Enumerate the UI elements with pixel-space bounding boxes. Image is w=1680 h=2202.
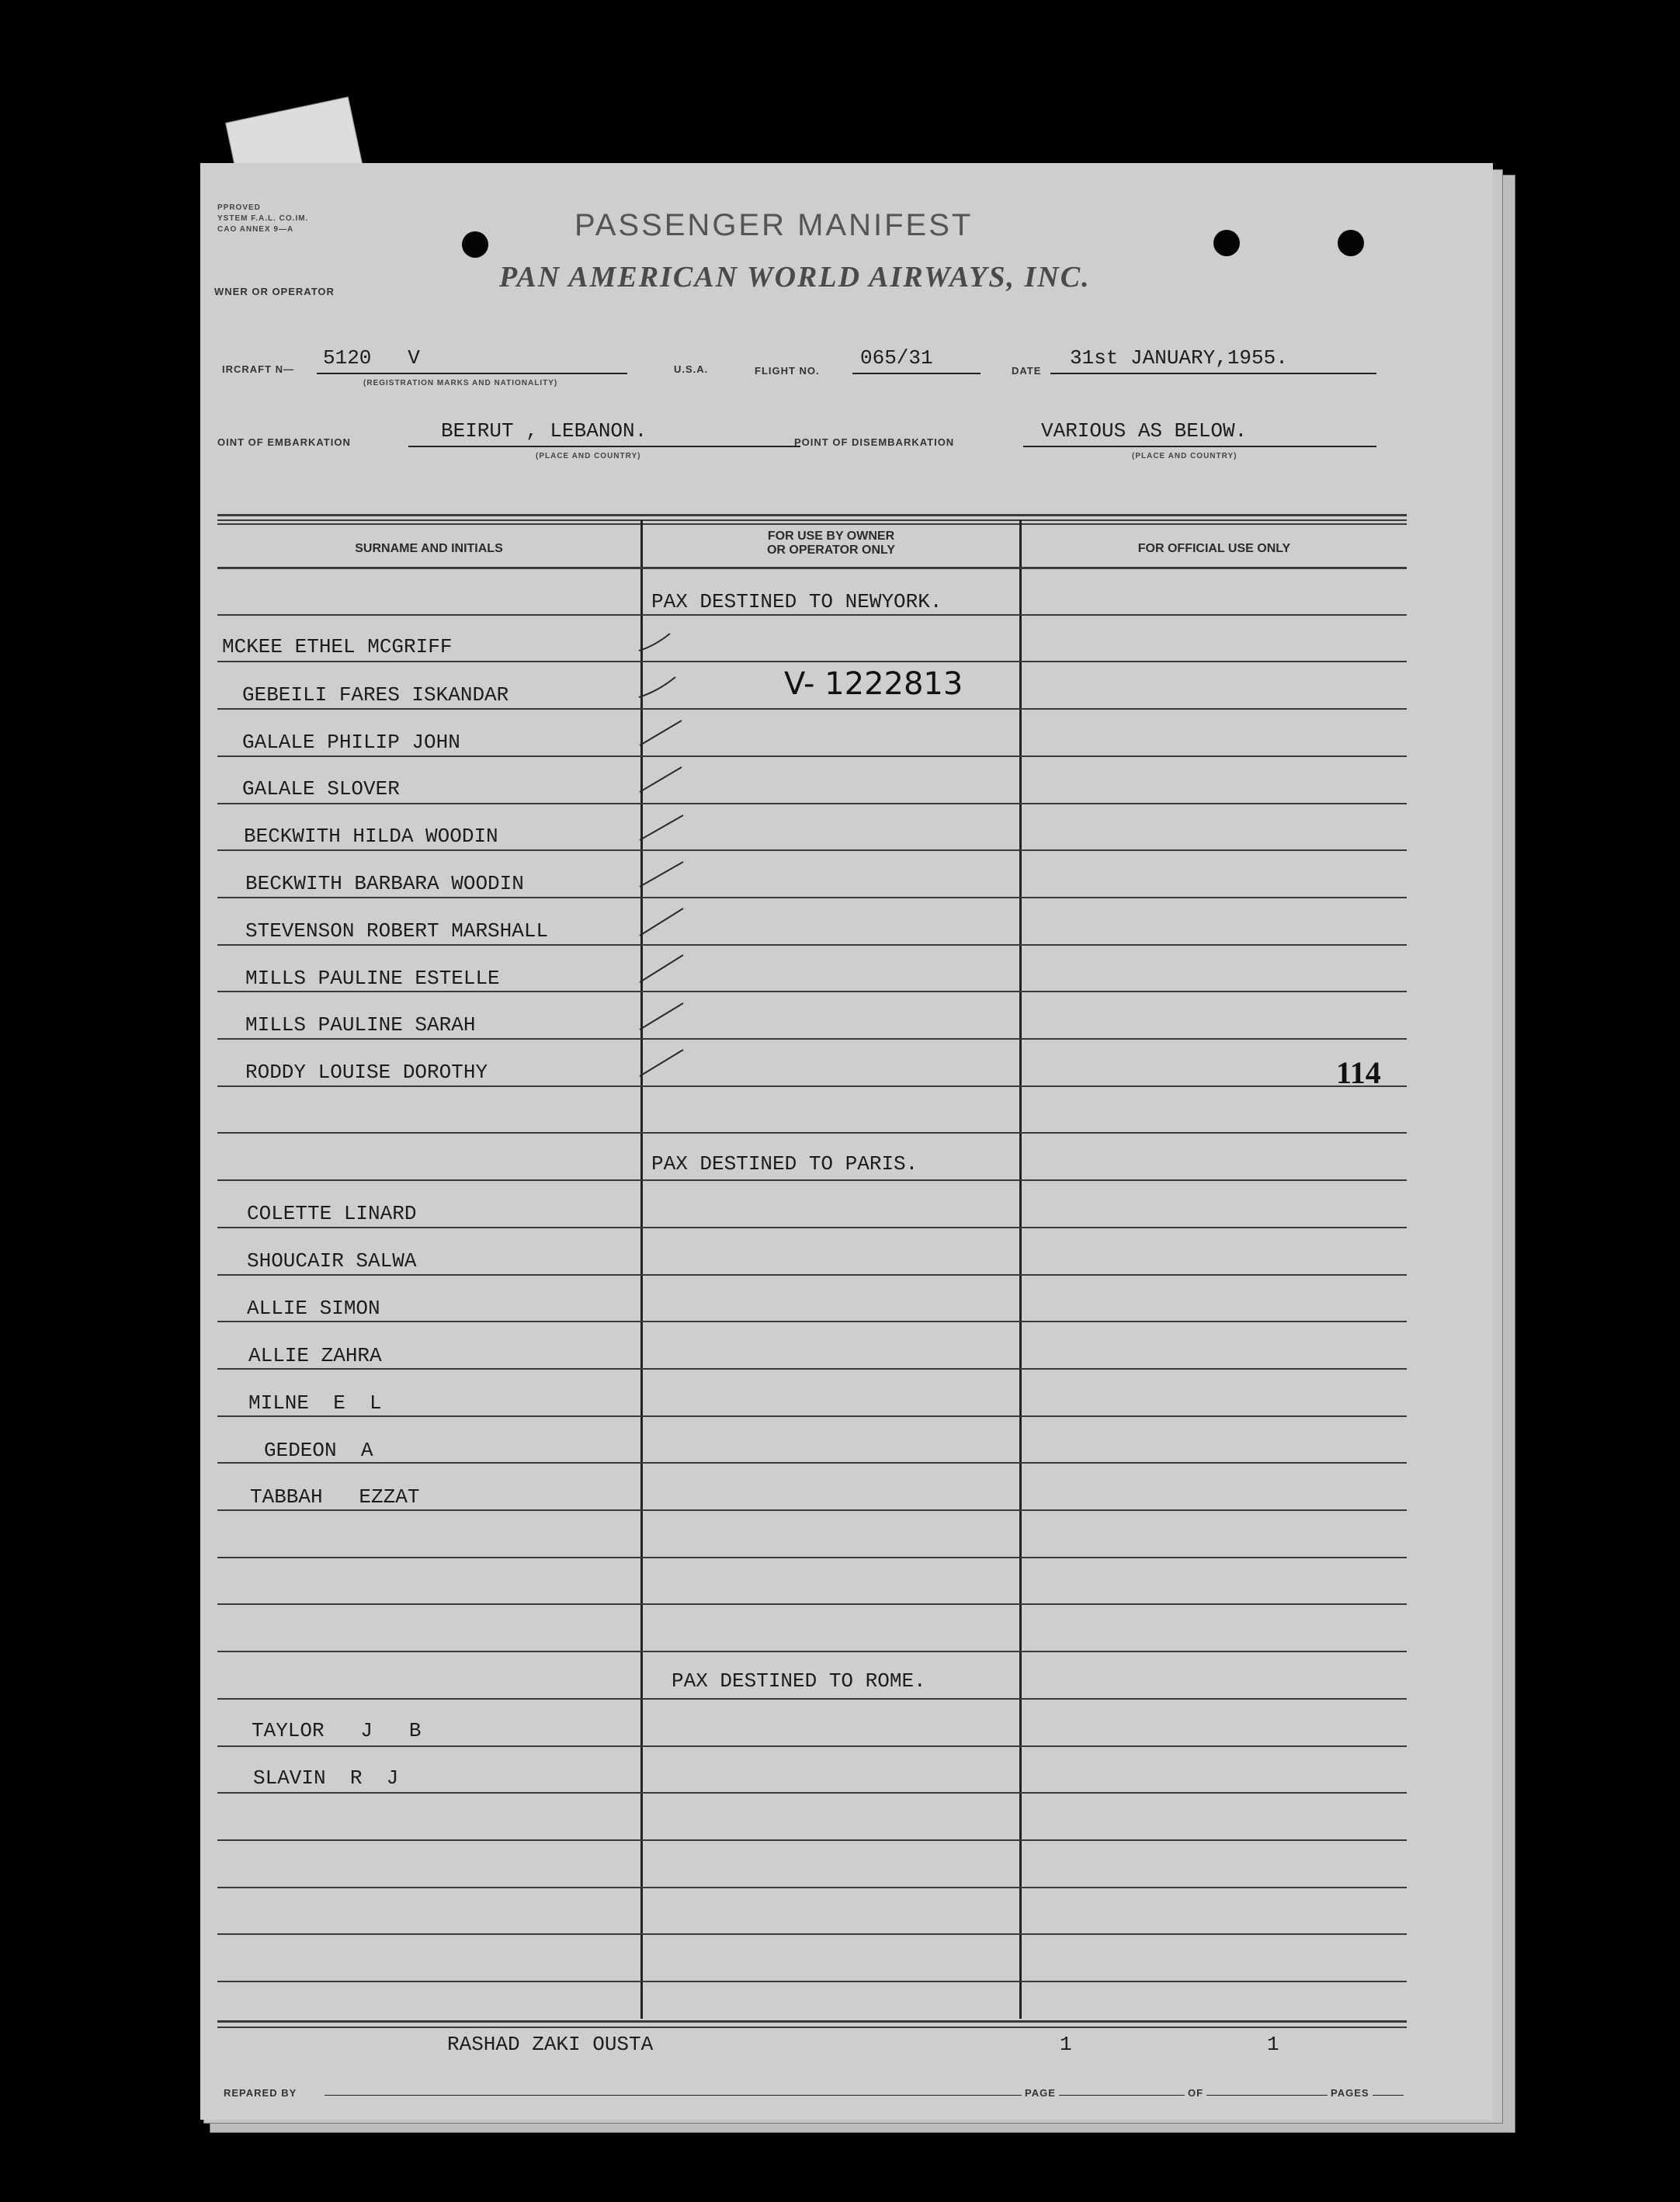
aircraft-underline: [317, 373, 627, 374]
table-rule-line: [217, 1038, 1407, 1040]
approved-note-line-3: CAO ANNEX 9—A: [217, 225, 294, 234]
table-rule-line: [217, 614, 1407, 616]
footer-rule-1: [217, 2020, 1407, 2023]
approved-note-line-1: PPROVED: [217, 203, 261, 212]
date-label: DATE: [1012, 365, 1042, 377]
check-marks: [635, 629, 728, 1095]
table-rule-line: [217, 897, 1407, 898]
check-mark-icon: [640, 815, 683, 840]
table-rule-line: [217, 1227, 1407, 1228]
section-heading-rome: PAX DESTINED TO ROME.: [672, 1669, 926, 1693]
check-mark-icon: [640, 862, 683, 887]
check-mark-icon: [640, 908, 683, 936]
column-header-owner: FOR USE BY OWNER OR OPERATOR ONLY: [766, 530, 896, 557]
aircraft-value: 5120 V: [323, 346, 420, 370]
table-rule-line: [217, 1603, 1407, 1605]
table-rule-line: [217, 1132, 1407, 1134]
table-rule-line: [217, 944, 1407, 946]
table-rule-line: [217, 991, 1407, 992]
usa-label: U.S.A.: [674, 363, 709, 375]
manifest-page: [200, 163, 1493, 2120]
passenger-name: SLAVIN R J: [253, 1766, 399, 1790]
section-heading-newyork: PAX DESTINED TO NEWYORK.: [651, 590, 942, 613]
check-mark-icon: [640, 955, 683, 982]
passenger-name: MCKEE ETHEL MCGRIFF: [222, 635, 453, 658]
passenger-name: SHOUCAIR SALWA: [247, 1249, 417, 1273]
flight-no-underline: [852, 373, 981, 374]
page-number-value: 1: [1060, 2033, 1072, 2056]
registration-caption: (REGISTRATION MARKS AND NATIONALITY): [363, 379, 558, 387]
form-title: PASSENGER MANIFEST: [574, 208, 974, 242]
passenger-name: GALALE PHILIP JOHN: [242, 731, 460, 754]
table-rule-line: [217, 1651, 1407, 1652]
table-rule-line: [217, 755, 1407, 757]
check-mark-icon: [639, 634, 670, 651]
table-rule-line: [217, 1698, 1407, 1700]
passenger-name: STEVENSON ROBERT MARSHALL: [245, 919, 549, 943]
aircraft-label: IRCRAFT N—: [222, 363, 295, 375]
flight-no-value: 065/31: [860, 346, 933, 370]
check-mark-icon: [640, 1003, 683, 1030]
passenger-name: ALLIE SIMON: [247, 1297, 380, 1320]
punch-hole-left: [462, 231, 488, 258]
table-rule-line: [217, 1557, 1407, 1558]
prepared-by-value: RASHAD ZAKI OUSTA: [447, 2033, 654, 2056]
disembarkation-value: VARIOUS AS BELOW.: [1041, 419, 1248, 443]
owner-operator-label: WNER OR OPERATOR: [214, 286, 335, 297]
punch-hole-right-1: [1213, 230, 1240, 256]
passenger-name: BECKWITH BARBARA WOODIN: [245, 872, 524, 895]
of-label: OF: [1185, 2087, 1206, 2099]
total-pages-value: 1: [1267, 2033, 1279, 2056]
flight-no-label: FLIGHT NO.: [755, 365, 820, 377]
table-rule-line: [217, 1321, 1407, 1322]
embarkation-caption: (PLACE AND COUNTRY): [536, 452, 641, 460]
passenger-name: MILLS PAULINE SARAH: [245, 1013, 476, 1037]
table-top-rule-3: [217, 523, 1407, 525]
airline-name: PAN AMERICAN WORLD AIRWAYS, INC.: [499, 261, 1091, 293]
table-rule-line: [217, 1509, 1407, 1511]
date-value: 31st JANUARY,1955.: [1070, 346, 1288, 370]
disembarkation-caption: (PLACE AND COUNTRY): [1132, 452, 1237, 460]
table-top-rule-1: [217, 514, 1407, 516]
table-rule-line: [217, 849, 1407, 851]
table-rule-line: [217, 1274, 1407, 1276]
table-top-rule-2: [217, 519, 1407, 521]
table-rule-line: [217, 1368, 1407, 1370]
check-mark-icon: [639, 677, 675, 697]
table-rule-line: [217, 567, 1407, 569]
approved-note-line-2: YSTEM F.A.L. CO.IM.: [217, 214, 309, 223]
column-divider-2: [1019, 520, 1022, 2019]
handwritten-ticket-number: V- 1222813: [784, 666, 963, 702]
date-underline: [1050, 373, 1376, 374]
stamp-number: 114: [1336, 1055, 1381, 1090]
passenger-name: TABBAH EZZAT: [250, 1485, 420, 1509]
passenger-name: GEDEON A: [264, 1439, 373, 1462]
embarkation-value: BEIRUT , LEBANON.: [441, 419, 647, 443]
passenger-name: BECKWITH HILDA WOODIN: [244, 825, 498, 848]
table-rule-line: [217, 1179, 1407, 1181]
passenger-name: ALLIE ZAHRA: [248, 1344, 382, 1367]
passenger-name: RODDY LOUISE DOROTHY: [245, 1061, 488, 1084]
table-rule-line: [217, 1462, 1407, 1464]
table-rule-line: [217, 661, 1407, 662]
check-mark-icon: [640, 767, 682, 792]
passenger-name: MILNE E L: [248, 1391, 382, 1415]
passenger-name: GEBEILI FARES ISKANDAR: [242, 683, 509, 707]
prepared-by-label: REPARED BY: [224, 2087, 297, 2099]
table-rule-line: [217, 708, 1407, 710]
prepared-by-underline: [325, 2095, 1404, 2096]
pages-label: PAGES: [1328, 2087, 1373, 2099]
column-header-official: FOR OFFICIAL USE ONLY: [1137, 542, 1291, 555]
table-rule-line: [217, 1415, 1407, 1417]
embarkation-label: OINT OF EMBARKATION: [217, 436, 351, 448]
punch-hole-right-2: [1338, 230, 1364, 256]
check-mark-icon: [640, 1050, 683, 1076]
passenger-name: GALALE SLOVER: [242, 777, 400, 801]
table-rule-line: [217, 803, 1407, 804]
section-heading-paris: PAX DESTINED TO PARIS.: [651, 1152, 918, 1176]
table-rule-line: [217, 1792, 1407, 1794]
column-header-surname: SURNAME AND INITIALS: [355, 542, 503, 555]
table-rule-line: [217, 1933, 1407, 1935]
page-label: PAGE: [1022, 2087, 1059, 2099]
table-rule-line: [217, 1981, 1407, 1982]
passenger-name: COLETTE LINARD: [247, 1202, 417, 1225]
disembarkation-underline: [1023, 446, 1376, 447]
table-rule-line: [217, 1839, 1407, 1841]
check-mark-icon: [640, 721, 682, 745]
passenger-name: MILLS PAULINE ESTELLE: [245, 967, 500, 990]
table-rule-line: [217, 1745, 1407, 1747]
table-rule-line: [217, 1887, 1407, 1888]
footer-rule-2: [217, 2027, 1407, 2028]
embarkation-underline: [408, 446, 800, 447]
table-rule-line: [217, 1085, 1407, 1087]
passenger-name: TAYLOR J B: [252, 1719, 422, 1742]
disembarkation-label: POINT OF DISEMBARKATION: [794, 436, 955, 448]
